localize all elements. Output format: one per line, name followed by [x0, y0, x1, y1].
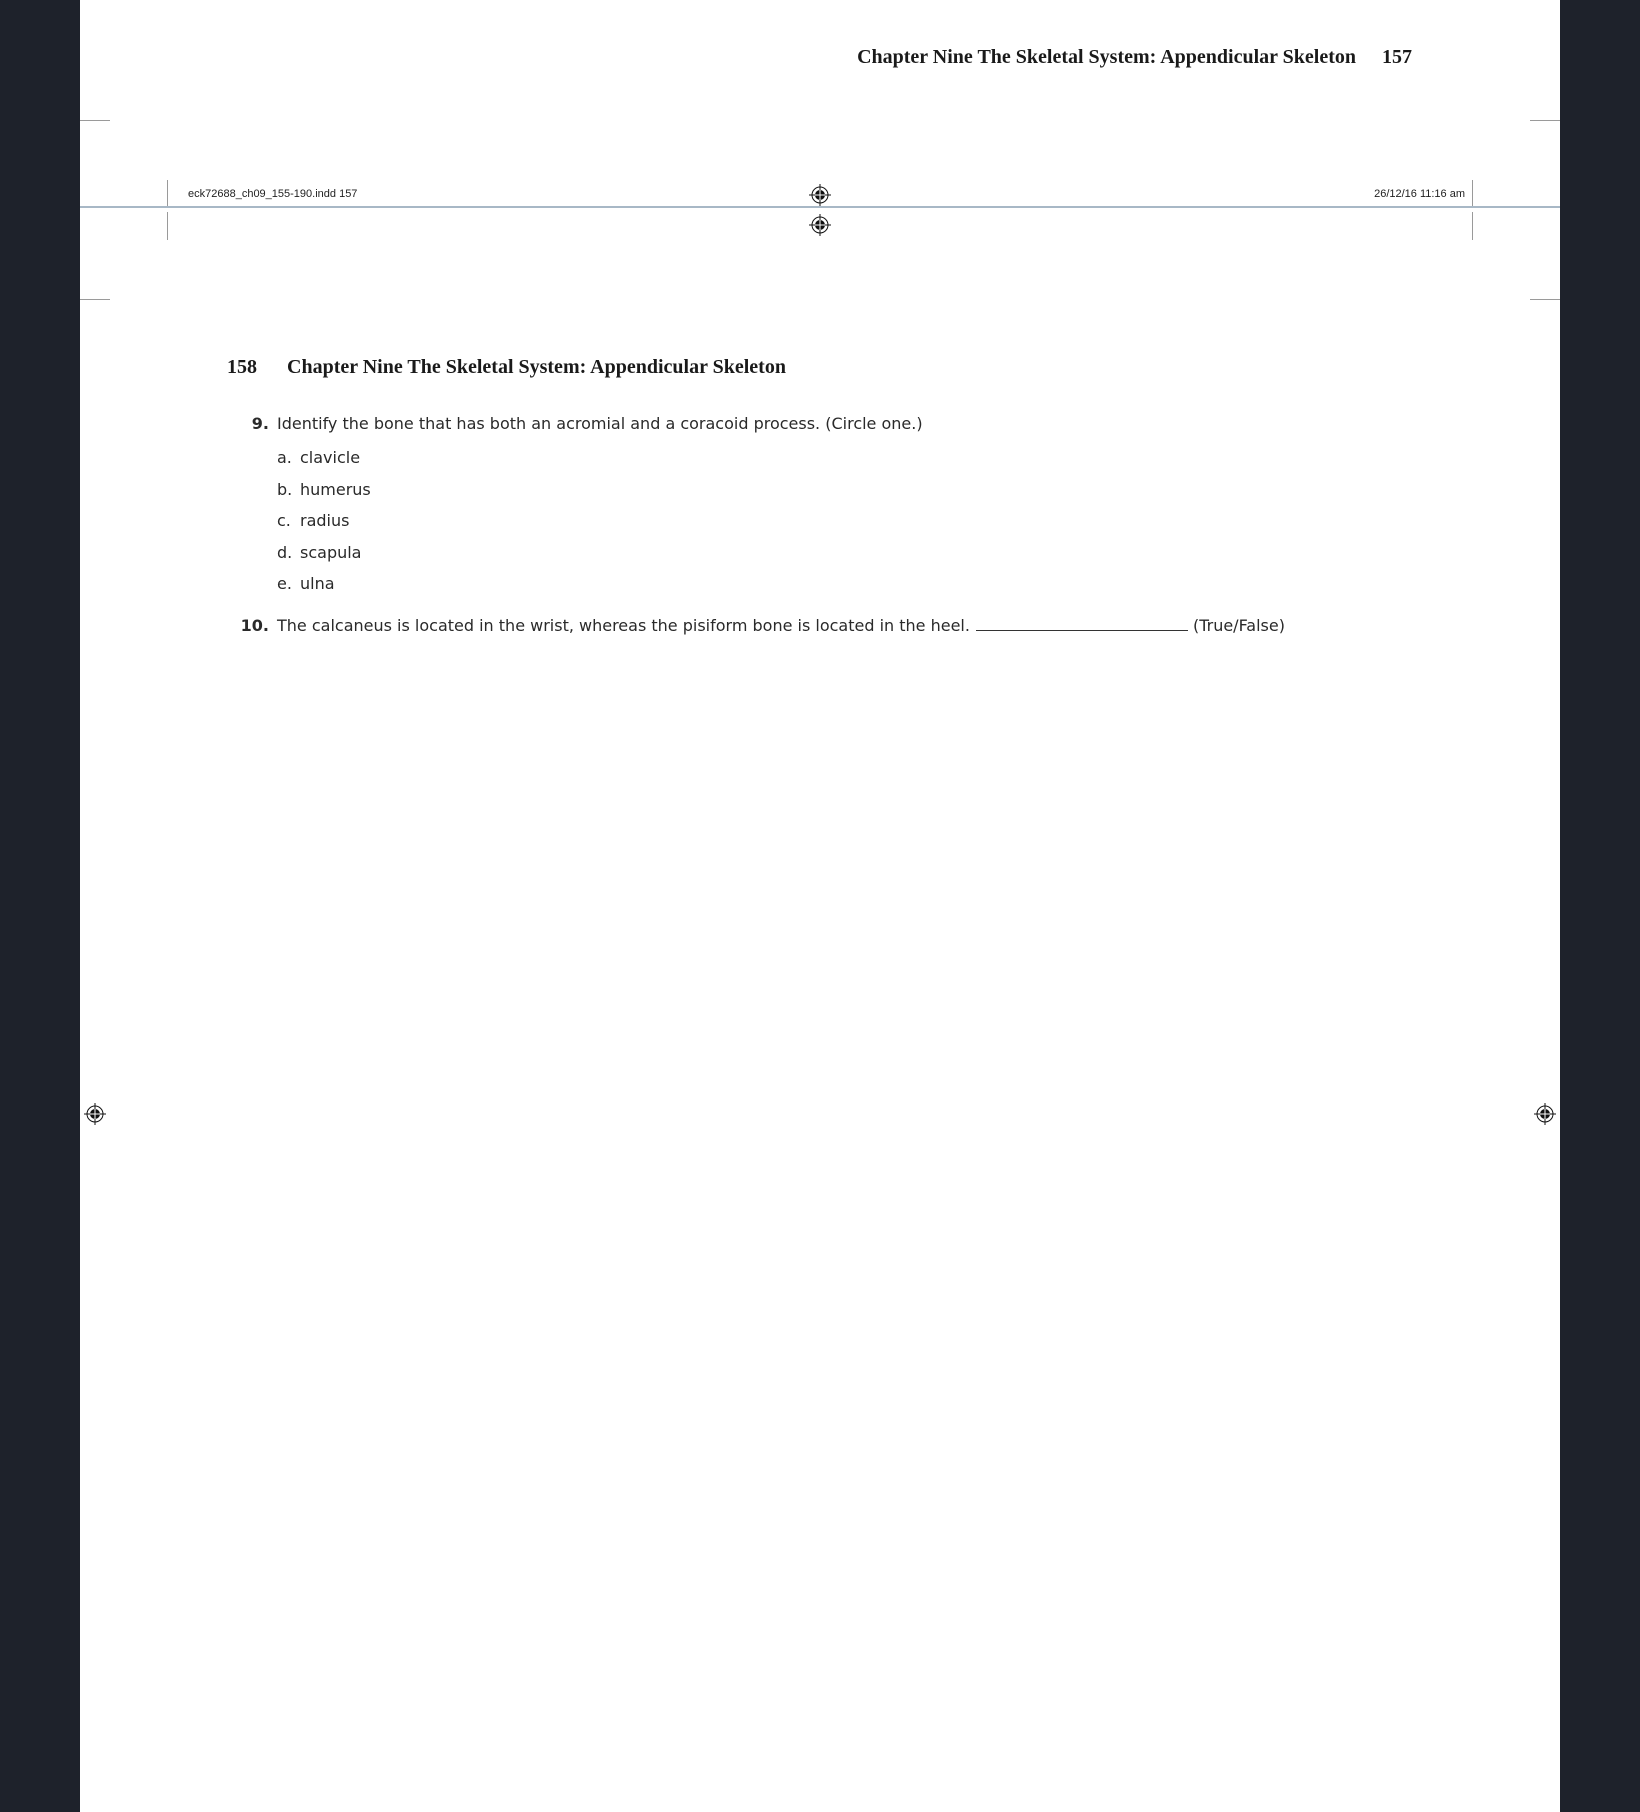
- crop-mark: [167, 180, 168, 206]
- crop-mark: [1530, 120, 1560, 121]
- page-running-head: [227, 356, 786, 379]
- question-list: [227, 410, 1327, 640]
- option-b[interactable]: [277, 474, 1327, 506]
- question-number: 10.: [240, 615, 269, 635]
- option-letter: a.: [277, 448, 292, 467]
- crop-mark: [1530, 299, 1560, 300]
- question-text: Identify the bone that has both an acromial and a coracoid process. (Circle one.): [277, 414, 923, 433]
- option-letter: d.: [277, 542, 293, 562]
- chapter-title: Chapter Nine The Skeletal System: Appendicular Skeleton: [287, 356, 786, 378]
- registration-mark-icon: [84, 1103, 106, 1125]
- registration-mark-icon: [809, 214, 831, 236]
- answer-format-hint: (True/False): [1192, 615, 1285, 635]
- question-text: The calcaneus is located in the wrist, whereas the pisiform bone is located in the heel.: [277, 615, 970, 635]
- option-text: humerus: [300, 479, 371, 499]
- slug-date-time: 26/12/16 11:16 am: [1374, 188, 1465, 200]
- page-number: 158: [227, 356, 257, 378]
- option-e[interactable]: [277, 568, 1327, 600]
- crop-mark: [1472, 180, 1473, 206]
- registration-mark-icon: [1534, 1103, 1556, 1125]
- option-letter: e.: [277, 574, 292, 593]
- previous-page-chapter-title: Chapter Nine The Skeletal System: Appendicular Skeleton: [857, 46, 1356, 68]
- option-text: scapula: [300, 542, 362, 562]
- option-c[interactable]: [277, 505, 1327, 537]
- answer-options: [277, 442, 1327, 600]
- option-letter: c.: [277, 511, 291, 530]
- question-10: [227, 612, 1327, 640]
- crop-mark: [167, 212, 168, 240]
- previous-page-number: 157: [1382, 46, 1412, 68]
- question-9: [227, 410, 1327, 600]
- option-d[interactable]: [277, 537, 1327, 569]
- registration-mark-icon: [809, 184, 831, 206]
- crop-mark: [80, 299, 110, 300]
- slug-file-name: eck72688_ch09_155-190.indd 157: [188, 188, 358, 200]
- option-text: clavicle: [300, 448, 361, 467]
- option-a[interactable]: [277, 442, 1327, 474]
- slug-divider: [80, 206, 1560, 208]
- crop-mark: [80, 120, 110, 121]
- answer-blank[interactable]: [976, 616, 1188, 631]
- document-page: [80, 0, 1560, 1812]
- option-text: radius: [300, 511, 350, 530]
- option-letter: b.: [277, 479, 293, 499]
- previous-page-running-head: [857, 46, 1412, 69]
- option-text: ulna: [300, 574, 335, 593]
- crop-mark: [1472, 212, 1473, 240]
- question-number: 9.: [251, 414, 269, 433]
